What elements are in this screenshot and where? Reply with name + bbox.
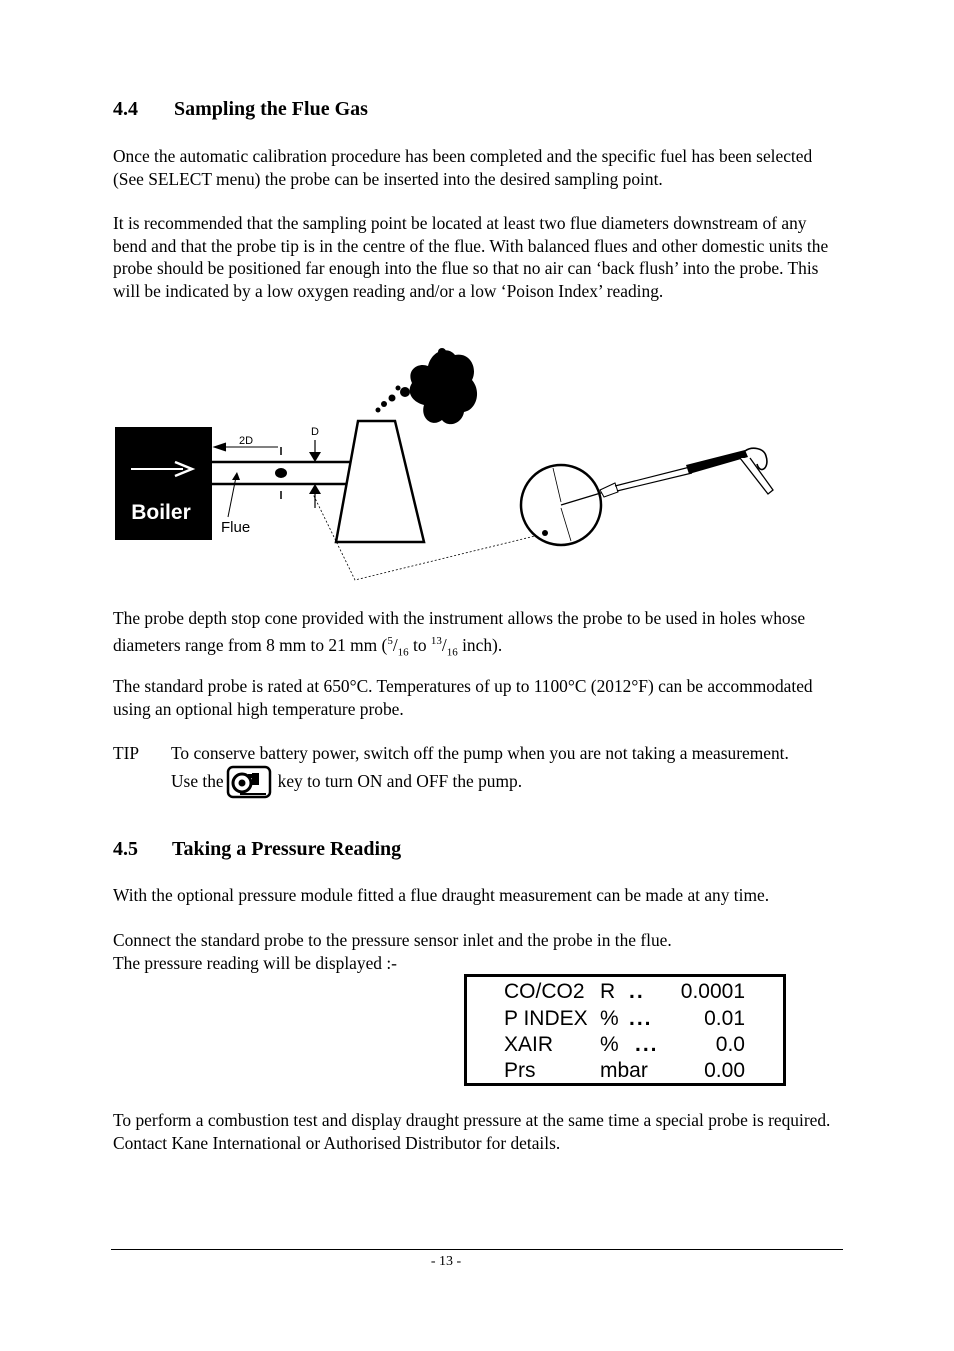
tip-text xyxy=(171,742,791,799)
boiler-label: Boiler xyxy=(131,501,191,524)
display-unit: mbar xyxy=(600,1059,648,1082)
section-number: 4.5 xyxy=(113,838,138,860)
depth-text-start: The probe depth stop cone provided with the instrument allows the probe to be used in holes whose diameters range from 8 mm to 21 mm ( xyxy=(113,608,806,655)
display-value: 0.00 xyxy=(704,1059,745,1082)
display-dots: ... xyxy=(629,1007,653,1030)
section-heading-4-4 xyxy=(113,97,368,121)
probe xyxy=(600,448,773,497)
two-d-dimension xyxy=(214,435,278,451)
paragraph-pressure-module: With the optional pressure module fitted a flue draught measurement can be made at any time. xyxy=(113,885,770,905)
chimney-cone xyxy=(336,421,424,542)
tip-text-end: key to turn ON and OFF the pump. xyxy=(277,770,523,791)
display-value: 0.0001 xyxy=(680,980,745,1003)
paragraph-sampling-point: It is recommended that the sampling point be located at least two flue diameters downstream of any bend and that the probe tip is in the centre of the flue. With balanced flues and other domestic units the probe should be positioned far enough into the flue so that no air can ‘back flush’ into the probe. This will be indicated by a low oxygen reading and/or a low ‘Poison Index’ reading. xyxy=(113,213,829,301)
smoke-cloud xyxy=(376,348,478,424)
display-label: Prs xyxy=(504,1059,536,1082)
display-unit: % xyxy=(600,1033,619,1056)
section-title: Sampling the Flue Gas xyxy=(174,98,368,120)
depth-text-to: to xyxy=(408,634,431,655)
tip-label: TIP xyxy=(113,743,140,763)
pressure-display-panel xyxy=(464,974,786,1086)
flue-sampling-diagram xyxy=(0,330,954,595)
flue-label: Flue xyxy=(221,519,251,536)
paragraph-combustion-test: To perform a combustion test and display draught pressure at the same time a special probe is required. Contact Kane International or Authorised Distributor for details. xyxy=(113,1110,831,1153)
boiler-box xyxy=(115,427,212,540)
paragraph-connect-probe-line1: Connect the standard probe to the pressure sensor inlet and the probe in the flue. xyxy=(113,930,672,950)
paragraph-connect-probe-line2: The pressure reading will be displayed :- xyxy=(113,953,397,973)
display-value: 0.0 xyxy=(715,1033,745,1056)
tip-text-start: To conserve battery power, switch off the pump when you are not taking a measurement. Use the xyxy=(171,743,789,791)
paragraph-standard-probe: The standard probe is rated at 650°C. Temperatures of up to 1100°C (2012°F) can be accommodated using an optional high temperature probe. xyxy=(113,676,813,719)
paragraph-calibration: Once the automatic calibration procedure has been completed and the specific fuel has been selected (See SELECT menu) the probe can be inserted into the desired sampling point. xyxy=(113,146,813,189)
fraction-1-denominator: 16 xyxy=(397,645,409,658)
depth-text-end: inch). xyxy=(457,634,503,655)
magnified-flue-view xyxy=(521,465,604,545)
display-value: 0.01 xyxy=(704,1007,745,1030)
footer-divider xyxy=(111,1249,843,1250)
display-row-prs xyxy=(467,1058,783,1084)
display-unit: R xyxy=(600,980,616,1003)
display-dots: ... xyxy=(635,1033,659,1056)
display-dots: .. xyxy=(629,980,645,1003)
section-heading-4-5 xyxy=(113,837,401,861)
display-row-xair xyxy=(467,1032,783,1058)
page-number: - 13 - xyxy=(430,1254,462,1269)
paragraph-depth-stop-cone: The probe depth stop cone provided with the instrument allows the probe to be used in holes whose diameters range from 8 mm to 21 mm ($^5/_{16}$ to $^{13}/_{16}$ inch). xyxy=(113,608,806,658)
display-row-co-co2 xyxy=(467,979,783,1005)
section-number: 4.4 xyxy=(113,98,138,120)
display-unit: % xyxy=(600,1007,619,1030)
section-title: Taking a Pressure Reading xyxy=(172,838,402,860)
display-label: XAIR xyxy=(504,1033,554,1056)
fraction-2-denominator: 16 xyxy=(446,645,458,658)
d-dimension xyxy=(309,426,321,508)
display-row-p-index xyxy=(467,1006,783,1032)
display-label: CO/CO2 xyxy=(504,980,585,1003)
display-label: P INDEX xyxy=(504,1007,588,1030)
d-label: D xyxy=(311,426,319,438)
fraction-1-numerator: 5 xyxy=(387,634,393,647)
fraction-2-numerator: 13 xyxy=(430,634,442,647)
pump-key-icon xyxy=(226,765,272,799)
two-d-label: 2D xyxy=(239,435,254,447)
